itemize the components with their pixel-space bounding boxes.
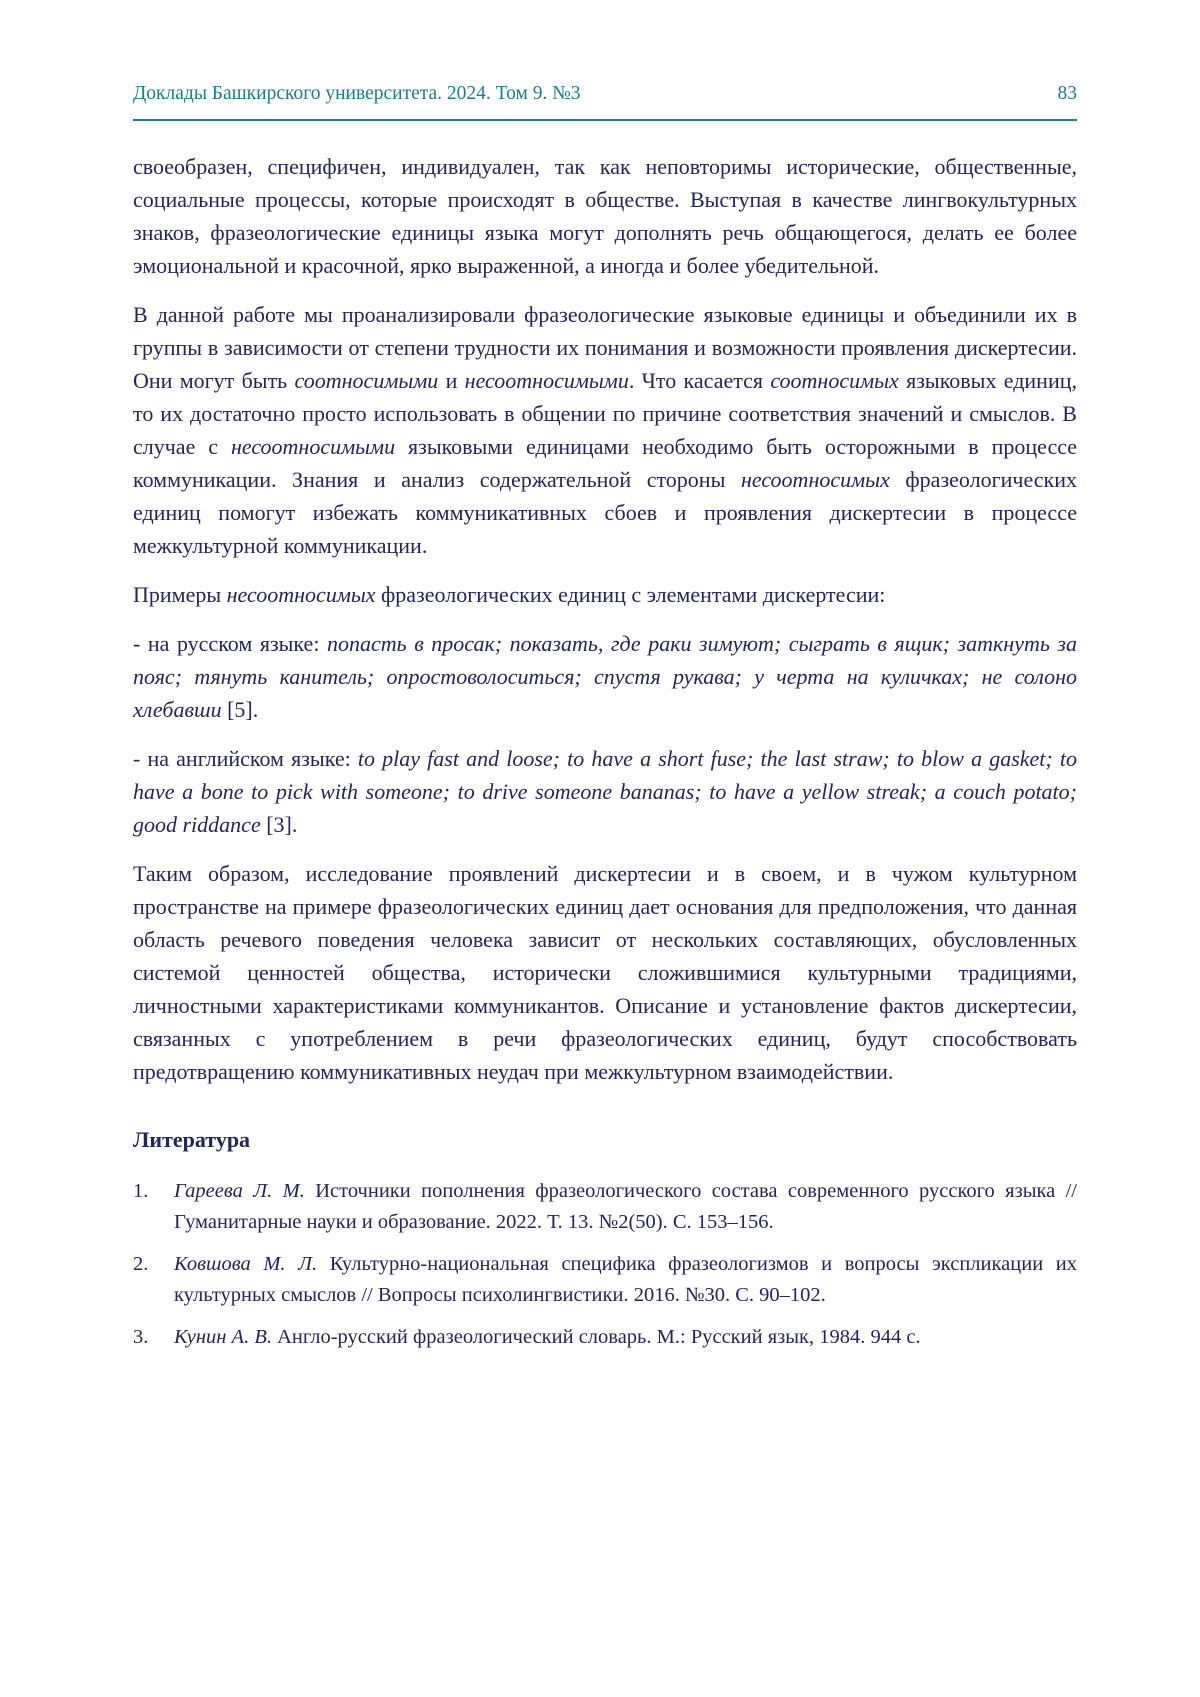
italic-text-run: to play fast and loose; to have a short fuse; the last straw; to blow a gasket; to have a bone to pick with someone; to drive someone bananas; to have a yellow streak; a couch potato; good riddance [133, 746, 1077, 837]
header-rule [133, 119, 1077, 121]
reference-item [133, 1249, 1077, 1310]
text-run: и [438, 368, 465, 393]
references-heading: Литература [133, 1127, 251, 1152]
paragraph [133, 150, 1077, 282]
reference-number: 1. [133, 1180, 149, 1202]
text-run: языковых единиц, то их достаточно просто использовать в общении по причине соответствия значений и смыслов. В случае с [133, 368, 1078, 459]
reference-text [174, 1322, 1077, 1353]
paragraph [133, 742, 1077, 841]
article-body [133, 150, 1077, 1088]
text-run: Культурно-национальная специфика фразеологизмов и вопросы экспликации их культурных смыслов // Вопросы психолингвистики. 2016. №30. С. 90–102. [174, 1253, 1077, 1306]
text-run: - на английском языке: [133, 746, 358, 771]
italic-text-run: Кунин А. В. [174, 1326, 272, 1348]
paragraph [133, 578, 1077, 611]
reference-list [133, 1176, 1077, 1353]
italic-text-run: несоотносимых [226, 582, 376, 607]
text-run: фразеологических единиц с элементами дискертесии: [375, 582, 886, 607]
reference-item [133, 1322, 1077, 1353]
italic-text-run: соотносимых [770, 368, 899, 393]
journal-title: Доклады Башкирского университета. 2024. Том 9. №3 [133, 83, 581, 104]
italic-text-run: Гареева Л. М. [174, 1180, 305, 1202]
text-run: В данной работе мы проанализировали фразеологические языковые единицы и объединили их в группы в зависимости от степени трудности их понимания и возможности проявления дискертесии. Они могут быть [133, 302, 1077, 393]
text-run: Источники пополнения фразеологического состава современного русского языка // Гуманитарные науки и образование. 2022. Т. 13. №2(50). С. 153–156. [174, 1180, 1077, 1233]
reference-number: 2. [133, 1253, 149, 1275]
reference-text [174, 1249, 1077, 1310]
text-run: фразеологических единиц помогут избежать коммуникативных сбоев и проявления дискертесии в процессе межкультурной коммуникации. [133, 467, 1077, 558]
italic-text-run: несоотносимыми [464, 368, 629, 393]
references-section [133, 1126, 1077, 1353]
italic-text-run: несоотносимыми [230, 434, 396, 459]
text-run: [5]. [221, 697, 259, 722]
italic-text-run: попасть в просак; показать, где раки зимуют; сыграть в ящик; заткнуть за пояс; тянуть канитель; опростоволоситься; спустя рукава; у черта на куличках; не солоно хлебавши [133, 631, 1077, 722]
text-run: своеобразен, специфичен, индивидуален, так как неповторимы исторические, общественные, социальные процессы, которые происходят в обществе. Выступая в качестве лингвокультурных знаков, фразеологические единицы языка могут дополнять речь общающегося, делать ее более эмоциональной и красочной, ярко выраженной, а иногда и более убедительной. [133, 154, 1077, 278]
reference-item [133, 1176, 1077, 1237]
text-run: [3]. [260, 812, 298, 837]
text-run: языковыми единицами необходимо быть осторожными в процессе коммуникации. Знания и анализ содержательной стороны [133, 434, 1078, 492]
reference-number: 3. [133, 1326, 149, 1348]
text-run: - на русском языке: [133, 631, 327, 656]
page-header [133, 82, 1077, 119]
text-run: Англо-русский фразеологический словарь. М.: Русский язык, 1984. 944 с. [271, 1326, 921, 1348]
reference-text [174, 1176, 1077, 1237]
paragraph [133, 857, 1077, 1088]
italic-text-run: Ковшова М. Л. [174, 1253, 318, 1275]
paragraph [133, 627, 1077, 726]
italic-text-run: соотносимыми [294, 368, 439, 393]
text-run: . Что касается [628, 368, 771, 393]
italic-text-run: несоотносимых [740, 467, 890, 492]
text-run: Таким образом, исследование проявлений дискертесии и в своем, и в чужом культурном пространстве на примере фразеологических единиц дает основания для предположения, что данная область речевого поведения человека зависит от нескольких составляющих, обусловленных системой ценностей общества, исторически сложившимися культурными традициями, личностными характеристиками коммуникантов. Описание и установление фактов дискертесии, связанных с употреблением в речи фразеологических единиц, будут способствовать предотвращению коммуникативных неудач при межкультурном взаимодействии. [133, 861, 1077, 1084]
text-run: Примеры [133, 582, 227, 607]
paragraph [133, 298, 1077, 562]
page-number: 83 [1057, 83, 1077, 104]
